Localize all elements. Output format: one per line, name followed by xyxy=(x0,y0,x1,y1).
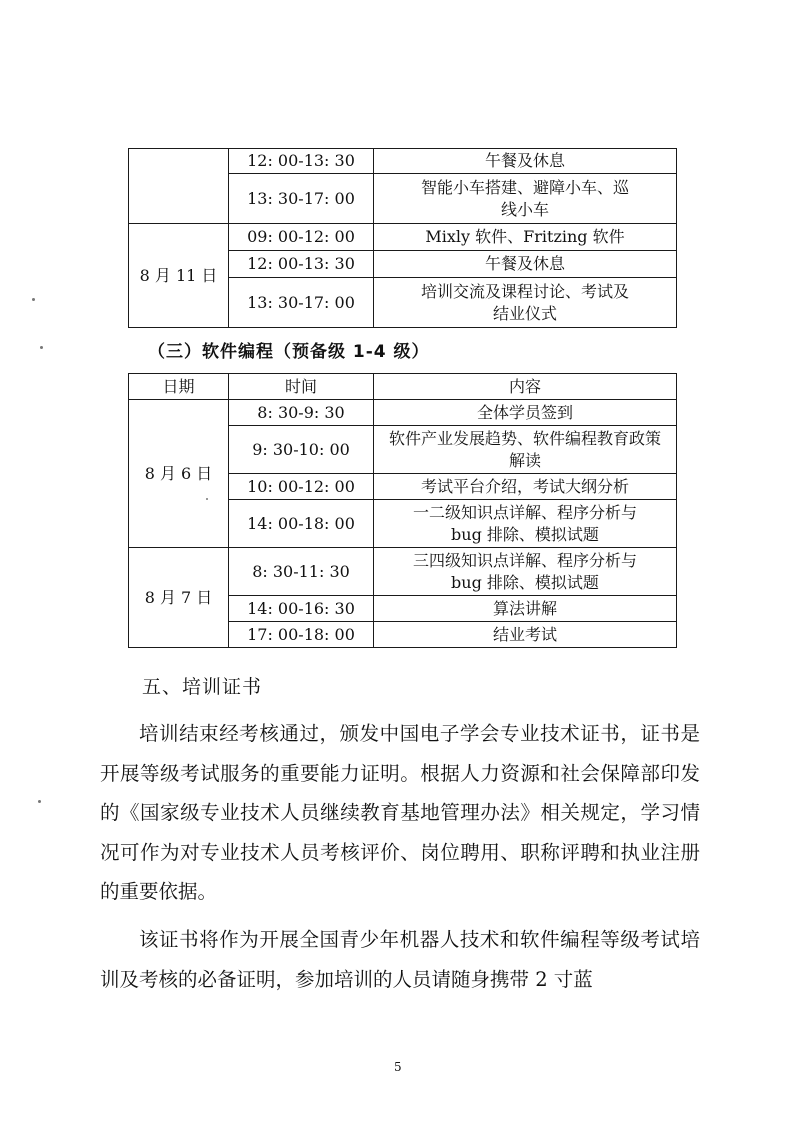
time-cell: 8: 30-11: 30 xyxy=(229,548,374,596)
content-cell: Mixly 软件、Fritzing 软件 xyxy=(374,224,677,251)
table-row xyxy=(129,548,677,596)
scan-speck xyxy=(38,800,41,803)
date-cell: 8 月 11 日 xyxy=(129,224,229,328)
page-number: 5 xyxy=(394,1060,402,1074)
time-cell: 12: 00-13: 30 xyxy=(229,251,374,278)
date-cell xyxy=(129,149,229,224)
header-content: 内容 xyxy=(374,374,677,400)
time-cell: 12: 00-13: 30 xyxy=(229,149,374,174)
content-cell: 培训交流及课程讨论、考试及结业仪式 xyxy=(374,278,677,328)
time-cell: 17: 00-18: 00 xyxy=(229,622,374,648)
date-cell: 8 月 7 日 xyxy=(129,548,229,648)
content-cell: 考试平台介绍，考试大纲分析 xyxy=(374,474,677,500)
content-cell: 算法讲解 xyxy=(374,596,677,622)
content-cell: 午餐及休息 xyxy=(374,251,677,278)
time-cell: 8: 30-9: 30 xyxy=(229,400,374,426)
content-cell: 结业考试 xyxy=(374,622,677,648)
content-cell: 午餐及休息 xyxy=(374,149,677,174)
content-cell: 一二级知识点详解、程序分析与 bug 排除、模拟试题 xyxy=(374,500,677,548)
scan-speck xyxy=(206,498,208,500)
content-cell: 三四级知识点详解、程序分析与 bug 排除、模拟试题 xyxy=(374,548,677,596)
time-cell: 10: 00-12: 00 xyxy=(229,474,374,500)
schedule-table-programming xyxy=(128,373,677,648)
header-date: 日期 xyxy=(129,374,229,400)
content-cell: 全体学员签到 xyxy=(374,400,677,426)
time-cell: 14: 00-18: 00 xyxy=(229,500,374,548)
section-title: （三）软件编程（预备级 1-4 级） xyxy=(148,342,430,362)
scan-speck xyxy=(40,346,43,349)
header-time: 时间 xyxy=(229,374,374,400)
content-cell: 软件产业发展趋势、软件编程教育政策解读 xyxy=(374,426,677,474)
time-cell: 14: 00-16: 30 xyxy=(229,596,374,622)
table-row xyxy=(129,224,677,251)
paragraph: 培训结束经考核通过，颁发中国电子学会专业技术证书，证书是开展等级考试服务的重要能力证明。根据人力资源和社会保障部印发的《国家级专业技术人员继续教育基地管理办法》相关规定，学习情况可作为对专业技术人员考核评价、岗位聘用、职称评聘和执业注册的重要依据。 xyxy=(100,722,700,903)
content-cell: 智能小车搭建、避障小车、巡线小车 xyxy=(374,174,677,224)
time-cell: 13: 30-17: 00 xyxy=(229,174,374,224)
table-row xyxy=(129,400,677,426)
table-row xyxy=(129,149,677,174)
schedule-table-robotics xyxy=(128,148,677,328)
time-cell: 13: 30-17: 00 xyxy=(229,278,374,328)
scan-speck xyxy=(32,298,35,301)
section-heading: 五、培训证书 xyxy=(142,676,263,698)
date-cell: 8 月 6 日 xyxy=(129,400,229,548)
table-header-row xyxy=(129,374,677,400)
time-cell: 09: 00-12: 00 xyxy=(229,224,374,251)
time-cell: 9: 30-10: 00 xyxy=(229,426,374,474)
paragraph: 该证书将作为开展全国青少年机器人技术和软件编程等级考试培训及考核的必备证明，参加培训的人员请随身携带 2 寸蓝 xyxy=(100,928,700,991)
